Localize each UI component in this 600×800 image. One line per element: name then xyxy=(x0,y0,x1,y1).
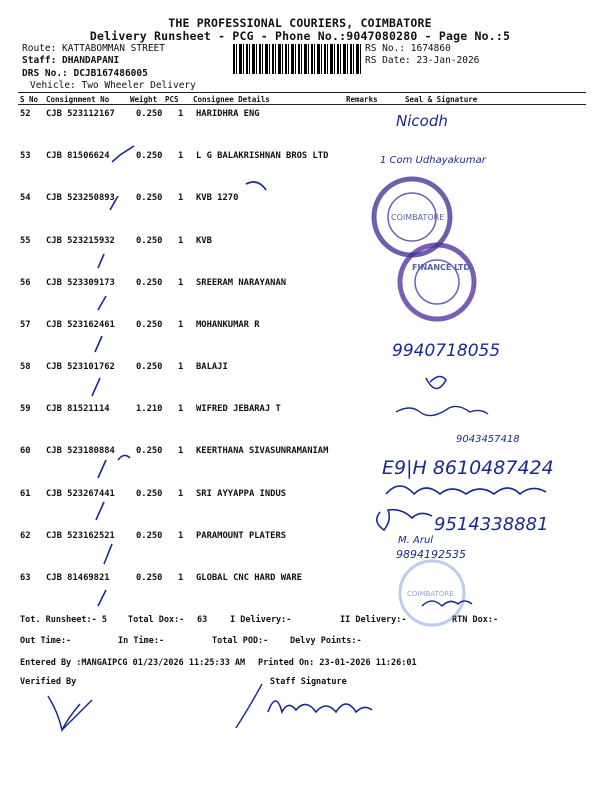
row-weight: 0.250 xyxy=(136,109,163,119)
row-sno: 60 xyxy=(20,446,31,456)
row-consignee: SRI AYYAPPA INDUS xyxy=(196,489,287,499)
row-sno: 61 xyxy=(20,489,31,499)
row-pcs: 1 xyxy=(178,193,184,203)
col-pcs: PCS xyxy=(165,95,179,104)
row-consignee: KEERTHANA SIVASUNRAMANIAM xyxy=(196,446,329,456)
col-seal: Seal & Signature xyxy=(405,95,478,104)
staff-signature-label: Staff Signature xyxy=(270,677,347,687)
row-sno: 62 xyxy=(20,531,31,541)
row-pcs: 1 xyxy=(178,236,184,246)
row-weight: 0.250 xyxy=(136,278,163,288)
row-pcs: 1 xyxy=(178,404,184,414)
total-dox-label: Total Dox:- xyxy=(128,615,185,625)
row-pcs: 1 xyxy=(178,362,184,372)
row-sno: 57 xyxy=(20,320,31,330)
total-dox-value: 63 xyxy=(197,615,208,625)
row-weight: 0.250 xyxy=(136,193,163,203)
phone-row-57: 9940718055 xyxy=(392,341,501,361)
staff-signature xyxy=(268,701,372,712)
row-pcs: 1 xyxy=(178,531,184,541)
row-weight: 0.250 xyxy=(136,531,163,541)
row-pcs: 1 xyxy=(178,109,184,119)
signature-row-52: Nicodh xyxy=(396,112,448,130)
signature-row-59 xyxy=(396,406,488,415)
stamp-text: FINANCE LTD xyxy=(412,263,471,272)
col-remarks: Remarks xyxy=(346,95,378,104)
stamp-text: COIMBATORE xyxy=(407,590,454,598)
row-sno: 59 xyxy=(20,404,31,414)
row-consignment: CJB 523267441 xyxy=(46,489,115,499)
row-pcs: 1 xyxy=(178,573,184,583)
row-consignee: GLOBAL CNC HARD WARE xyxy=(196,573,302,583)
row-consignee: KVB xyxy=(196,236,212,246)
verified-by-label: Verified By xyxy=(20,677,77,687)
row-consignee: MOHANKUMAR R xyxy=(196,320,260,330)
row-consignment: CJB 523112167 xyxy=(46,109,115,119)
row-consignee: SREERAM NARAYANAN xyxy=(196,278,287,288)
row-weight: 0.250 xyxy=(136,151,163,161)
row-consignment: CJB 523309173 xyxy=(46,278,115,288)
row-sno: 63 xyxy=(20,573,31,583)
row-consignment: CJB 523162521 xyxy=(46,531,115,541)
col-sno: S No xyxy=(20,95,39,104)
drs-number: DRS No.: DCJB167486005 xyxy=(22,68,148,79)
runsheet-title: Delivery Runsheet - PCG - Phone No.:9047080280 - Page No.:5 xyxy=(89,29,511,43)
staff-signature-stroke xyxy=(236,684,262,728)
row-consignment: CJB 523162461 xyxy=(46,320,115,330)
i-delivery: I Delivery:- xyxy=(230,615,292,625)
row-weight: 0.250 xyxy=(136,236,163,246)
ii-delivery: II Delivery:- xyxy=(340,615,407,625)
row-consignment: CJB 523180884 xyxy=(46,446,115,456)
printed-on: Printed On: 23-01-2026 11:26:01 xyxy=(258,658,417,668)
row-pcs: 1 xyxy=(178,278,184,288)
signature-row-61 xyxy=(386,486,546,494)
row-weight: 0.250 xyxy=(136,446,163,456)
row-consignment: CJB 81469821 xyxy=(46,573,110,583)
col-consignee: Consignee Details xyxy=(193,95,270,104)
verified-signature xyxy=(48,696,92,730)
row-consignment: CJB 81506624 xyxy=(46,151,110,161)
delvy-points: Delvy Points:- xyxy=(290,636,362,646)
total-runsheet: Tot. Runsheet:- 5 xyxy=(20,615,107,625)
staff-label: Staff: DHANDAPANI xyxy=(22,55,120,66)
company-title: THE PROFESSIONAL COURIERS, COIMBATORE xyxy=(168,16,432,30)
col-weight: Weight xyxy=(130,95,158,104)
route-label: Route: KATTABOMMAN STREET xyxy=(22,43,165,54)
signature-row-62 xyxy=(377,510,432,530)
signature-row-63 xyxy=(422,601,472,606)
vehicle-label: Vehicle: Two Wheeler Delivery xyxy=(30,80,196,91)
row-weight: 0.250 xyxy=(136,573,163,583)
row-consignee: WIFRED JEBARAJ T xyxy=(196,404,281,414)
faint-stamp xyxy=(400,561,464,625)
mark-row-58 xyxy=(426,376,446,388)
row-consignment: CJB 81521114 xyxy=(46,404,110,414)
row-sno: 58 xyxy=(20,362,31,372)
finance-stamp xyxy=(400,245,474,319)
row-consignee: L G BALAKRISHNAN BROS LTD xyxy=(196,151,329,161)
stamp-text: COIMBATORE xyxy=(391,213,445,222)
name-row-62: M. Arul xyxy=(398,535,434,546)
row-pcs: 1 xyxy=(178,320,184,330)
row-consignee: PARAMOUNT PLATERS xyxy=(196,531,287,541)
phone-row-62b: 9894192535 xyxy=(396,548,466,561)
total-pod: Total POD:- xyxy=(212,636,269,646)
tick-marks xyxy=(92,146,266,606)
row-consignee: HARIDHRA ENG xyxy=(196,109,260,119)
row-sno: 53 xyxy=(20,151,31,161)
entered-by: Entered By :MANGAIPCG 01/23/2026 11:25:33 AM xyxy=(20,658,246,668)
row-pcs: 1 xyxy=(178,446,184,456)
phone-row-62: 9514338881 xyxy=(434,514,549,535)
row-consignment: CJB 523101762 xyxy=(46,362,115,372)
row-sno: 52 xyxy=(20,109,31,119)
rs-number: RS No.: 1674860 xyxy=(365,43,451,54)
row-weight: 1.210 xyxy=(136,404,163,414)
row-consignment: CJB 523250893 xyxy=(46,193,115,203)
row-weight: 0.250 xyxy=(136,362,163,372)
rtn-dox: RTN Dox:- xyxy=(452,615,499,625)
row-sno: 55 xyxy=(20,236,31,246)
row-consignment: CJB 523215932 xyxy=(46,236,115,246)
row-pcs: 1 xyxy=(178,151,184,161)
col-consignment: Consignment No xyxy=(46,95,110,104)
in-time: In Time:- xyxy=(118,636,165,646)
row-consignee: KVB 1270 xyxy=(196,193,239,203)
row-consignee: BALAJI xyxy=(196,362,228,372)
signature-row-53: 1 Com Udhayakumar xyxy=(380,155,486,166)
rs-date: RS Date: 23-Jan-2026 xyxy=(365,55,480,66)
phone-row-60: E9|H 8610487424 xyxy=(382,457,554,479)
row-weight: 0.250 xyxy=(136,489,163,499)
row-sno: 54 xyxy=(20,193,31,203)
row-pcs: 1 xyxy=(178,489,184,499)
row-weight: 0.250 xyxy=(136,320,163,330)
phone-row-59: 9043457418 xyxy=(456,434,520,445)
out-time: Out Time:- xyxy=(20,636,72,646)
row-sno: 56 xyxy=(20,278,31,288)
